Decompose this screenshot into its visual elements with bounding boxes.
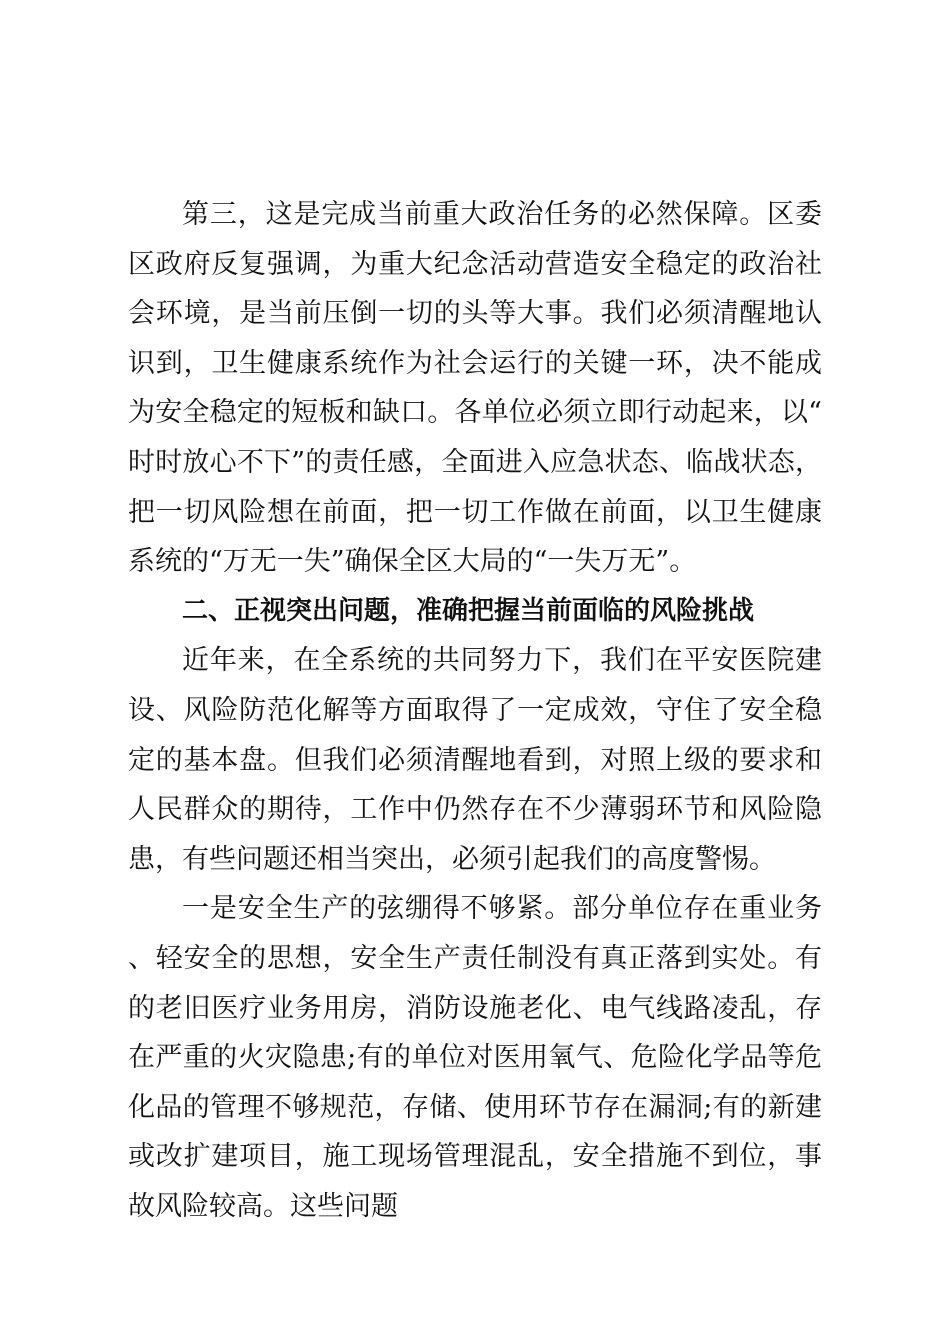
document-body xyxy=(128,190,822,1231)
section-heading-two: 二、正视突出问题，准确把握当前面临的风险挑战 xyxy=(182,595,755,626)
paragraph-recent-years: 近年来，在全系统的共同努力下，我们在平安医院建设、风险防范化解等方面取得了一定成效，守住了安全稳定的基本盘。但我们必须清醒地看到，对照上级的要求和人民群众的期待，工作中仍然存在不少薄弱环节和风险隐患，有些问题还相当突出，必须引起我们的高度警惕。 xyxy=(128,645,822,875)
paragraph-third-point: 第三，这是完成当前重大政治任务的必然保障。区委区政府反复强调，为重大纪念活动营造安全稳定的政治社会环境，是当前压倒一切的头等大事。我们必须清醒地认识到，卫生健康系统作为社会运行的关键一环，决不能成为安全稳定的短板和缺口。各单位必须立即行动起来，以“时时放心不下”的责任感，全面进入应急状态、临战状态，把一切风险想在前面，把一切工作做在前面，以卫生健康系统的“万无一失”确保全区大局的“一失万无”。 xyxy=(128,199,822,578)
paragraph-safety-production: 一是安全生产的弦绷得不够紧。部分单位存在重业务、轻安全的思想，安全生产责任制没有真正落到实处。有的老旧医疗业务用房，消防设施老化、电气线路凌乱，存在严重的火灾隐患;有的单位对医用氧气、危险化学品等危化品的管理不够规范，存储、使用环节存在漏洞;有的新建或改扩建项目，施工现场管理混乱，安全措施不到位，事故风险较高。这些问题 xyxy=(128,893,822,1222)
